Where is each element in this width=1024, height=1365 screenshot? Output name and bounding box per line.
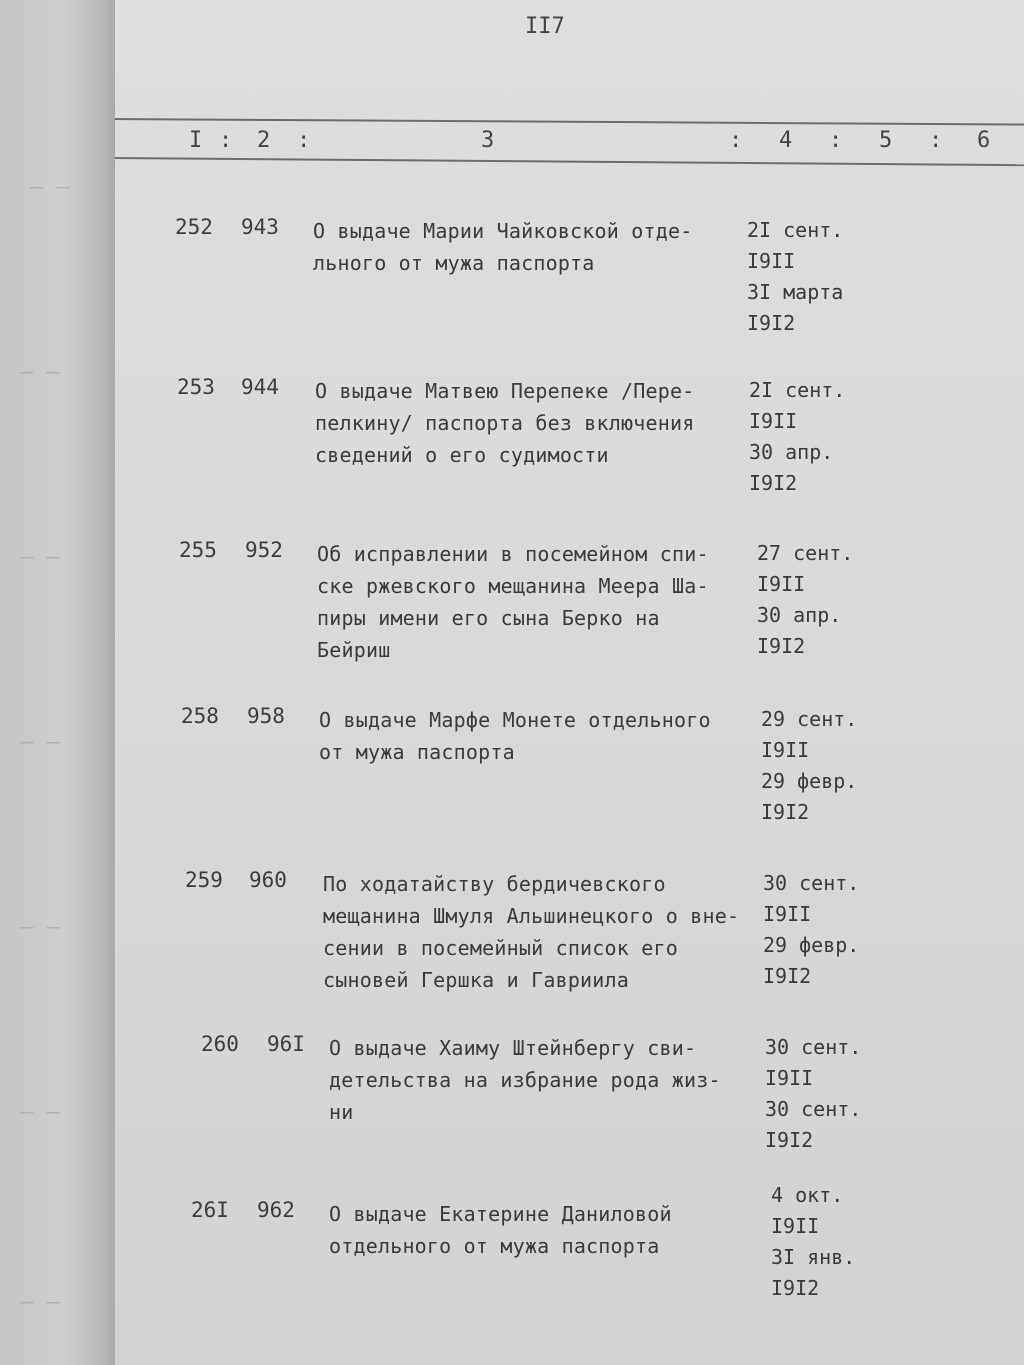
register-entry — [115, 215, 1024, 365]
entry-dates — [763, 868, 859, 992]
description-line: сведений о его судимости — [315, 443, 609, 467]
entry-description — [329, 1032, 721, 1128]
end-year: I9I2 — [771, 1276, 820, 1300]
description-line: мещанина Шмуля Альшинецкого о вне- — [323, 904, 740, 928]
description-line: По ходатайству бердичевского — [323, 872, 666, 896]
entry-code: 962 — [257, 1198, 295, 1222]
entry-dates — [765, 1032, 861, 1156]
description-line: Бейриш — [317, 638, 391, 662]
description-line: ни — [329, 1100, 354, 1124]
register-entry — [115, 1032, 1024, 1182]
entry-number: 259 — [185, 868, 223, 892]
description-line: О выдаче Марии Чайковской отде- — [313, 219, 693, 243]
entry-description — [323, 868, 739, 996]
end-year: I9I2 — [757, 634, 806, 658]
description-line: О выдаче Марфе Монете отдельного — [319, 708, 711, 732]
bleed-through-mark: — — — [20, 360, 60, 385]
end-year: I9I2 — [761, 800, 810, 824]
entry-code: 944 — [241, 375, 279, 399]
column-separator: : — [219, 128, 233, 153]
entry-number: 260 — [201, 1032, 239, 1056]
register-entry — [115, 1183, 1024, 1348]
entry-number: 26I — [191, 1198, 229, 1222]
column-separator: : — [297, 128, 311, 153]
bleed-through-mark: — — — [20, 545, 60, 570]
start-year: I9II — [763, 902, 812, 926]
description-line: от мужа паспорта — [319, 740, 515, 764]
end-date: 30 сент. — [765, 1097, 862, 1121]
end-year: I9I2 — [749, 471, 798, 495]
start-year: I9II — [765, 1066, 814, 1090]
description-line: детельства на избрание рода жиз- — [329, 1068, 721, 1092]
description-line: О выдаче Хаиму Штейнбергу сви- — [329, 1036, 697, 1060]
end-date: 3I янв. — [771, 1245, 856, 1269]
entry-dates — [761, 704, 857, 828]
entry-code: 960 — [249, 868, 287, 892]
end-date: 29 февр. — [763, 933, 860, 957]
start-date: 29 сент. — [761, 707, 858, 731]
register-entry — [115, 868, 1024, 1018]
bleed-through-mark: — — — [20, 1290, 60, 1315]
entry-number: 253 — [177, 375, 215, 399]
description-line: сыновей Гершка и Гавриила — [323, 968, 630, 992]
column-header-3: 3 — [481, 128, 495, 153]
start-date: 30 сент. — [765, 1035, 862, 1059]
entry-dates — [757, 538, 853, 662]
end-year: I9I2 — [765, 1128, 814, 1152]
column-separator: : — [929, 128, 943, 153]
entry-dates — [749, 375, 845, 499]
header-top-rule — [115, 118, 1024, 126]
description-line: сении в посемейный список его — [323, 936, 678, 960]
description-line: О выдаче Екатерине Даниловой — [329, 1202, 672, 1226]
entry-number: 252 — [175, 215, 213, 239]
entry-description — [317, 538, 709, 666]
register-entry — [115, 704, 1024, 854]
description-line: пелкину/ паспорта без включения — [315, 411, 695, 435]
start-year: I9II — [757, 572, 806, 596]
register-entry — [115, 538, 1024, 688]
entry-description — [319, 704, 711, 768]
start-date: 27 сент. — [757, 541, 854, 565]
start-date: 4 окт. — [771, 1183, 844, 1207]
column-separator: : — [729, 128, 743, 153]
start-date: 2I сент. — [749, 378, 846, 402]
column-header-6: 6 — [977, 128, 991, 153]
entry-dates — [771, 1180, 855, 1304]
description-line: отдельного от мужа паспорта — [329, 1234, 660, 1258]
bleed-through-mark: — — — [20, 1100, 60, 1125]
entry-code: 943 — [241, 215, 279, 239]
page-number: II7 — [525, 14, 565, 39]
entry-number: 258 — [181, 704, 219, 728]
bleed-through-mark: — — — [20, 730, 60, 755]
entry-code: 958 — [247, 704, 285, 728]
start-date: 30 сент. — [763, 871, 860, 895]
end-year: I9I2 — [763, 964, 812, 988]
entry-description — [313, 215, 692, 279]
description-line: О выдаче Матвею Перепеке /Пере- — [315, 379, 695, 403]
end-date: 3I марта — [747, 280, 844, 304]
register-entry — [115, 375, 1024, 525]
column-header-2: 2 — [257, 128, 271, 153]
entry-number: 255 — [179, 538, 217, 562]
column-header-5: 5 — [879, 128, 893, 153]
description-line: ске ржевского мещанина Меера Ша- — [317, 574, 709, 598]
column-separator: : — [829, 128, 843, 153]
entry-description — [315, 375, 694, 471]
end-date: 29 февр. — [761, 769, 858, 793]
entry-code: 96I — [267, 1032, 305, 1056]
entry-code: 952 — [245, 538, 283, 562]
column-header-1: I — [189, 128, 203, 153]
start-year: I9II — [761, 738, 810, 762]
start-year: I9II — [749, 409, 798, 433]
entry-description — [329, 1198, 672, 1262]
end-year: I9I2 — [747, 311, 796, 335]
description-line: пиры имени его сына Берко на — [317, 606, 660, 630]
header-bottom-rule — [115, 157, 1024, 166]
column-header-4: 4 — [779, 128, 793, 153]
bleed-through-mark: — — — [30, 175, 70, 200]
description-line: Об исправлении в посемейном спи- — [317, 542, 709, 566]
start-date: 2I сент. — [747, 218, 844, 242]
end-date: 30 апр. — [749, 440, 834, 464]
book-gutter — [0, 0, 115, 1365]
start-year: I9II — [747, 249, 796, 273]
entry-dates — [747, 215, 843, 339]
end-date: 30 апр. — [757, 603, 842, 627]
document-page — [115, 0, 1024, 1365]
start-year: I9II — [771, 1214, 820, 1238]
bleed-through-mark: — — — [20, 915, 60, 940]
description-line: льного от мужа паспорта — [313, 251, 595, 275]
